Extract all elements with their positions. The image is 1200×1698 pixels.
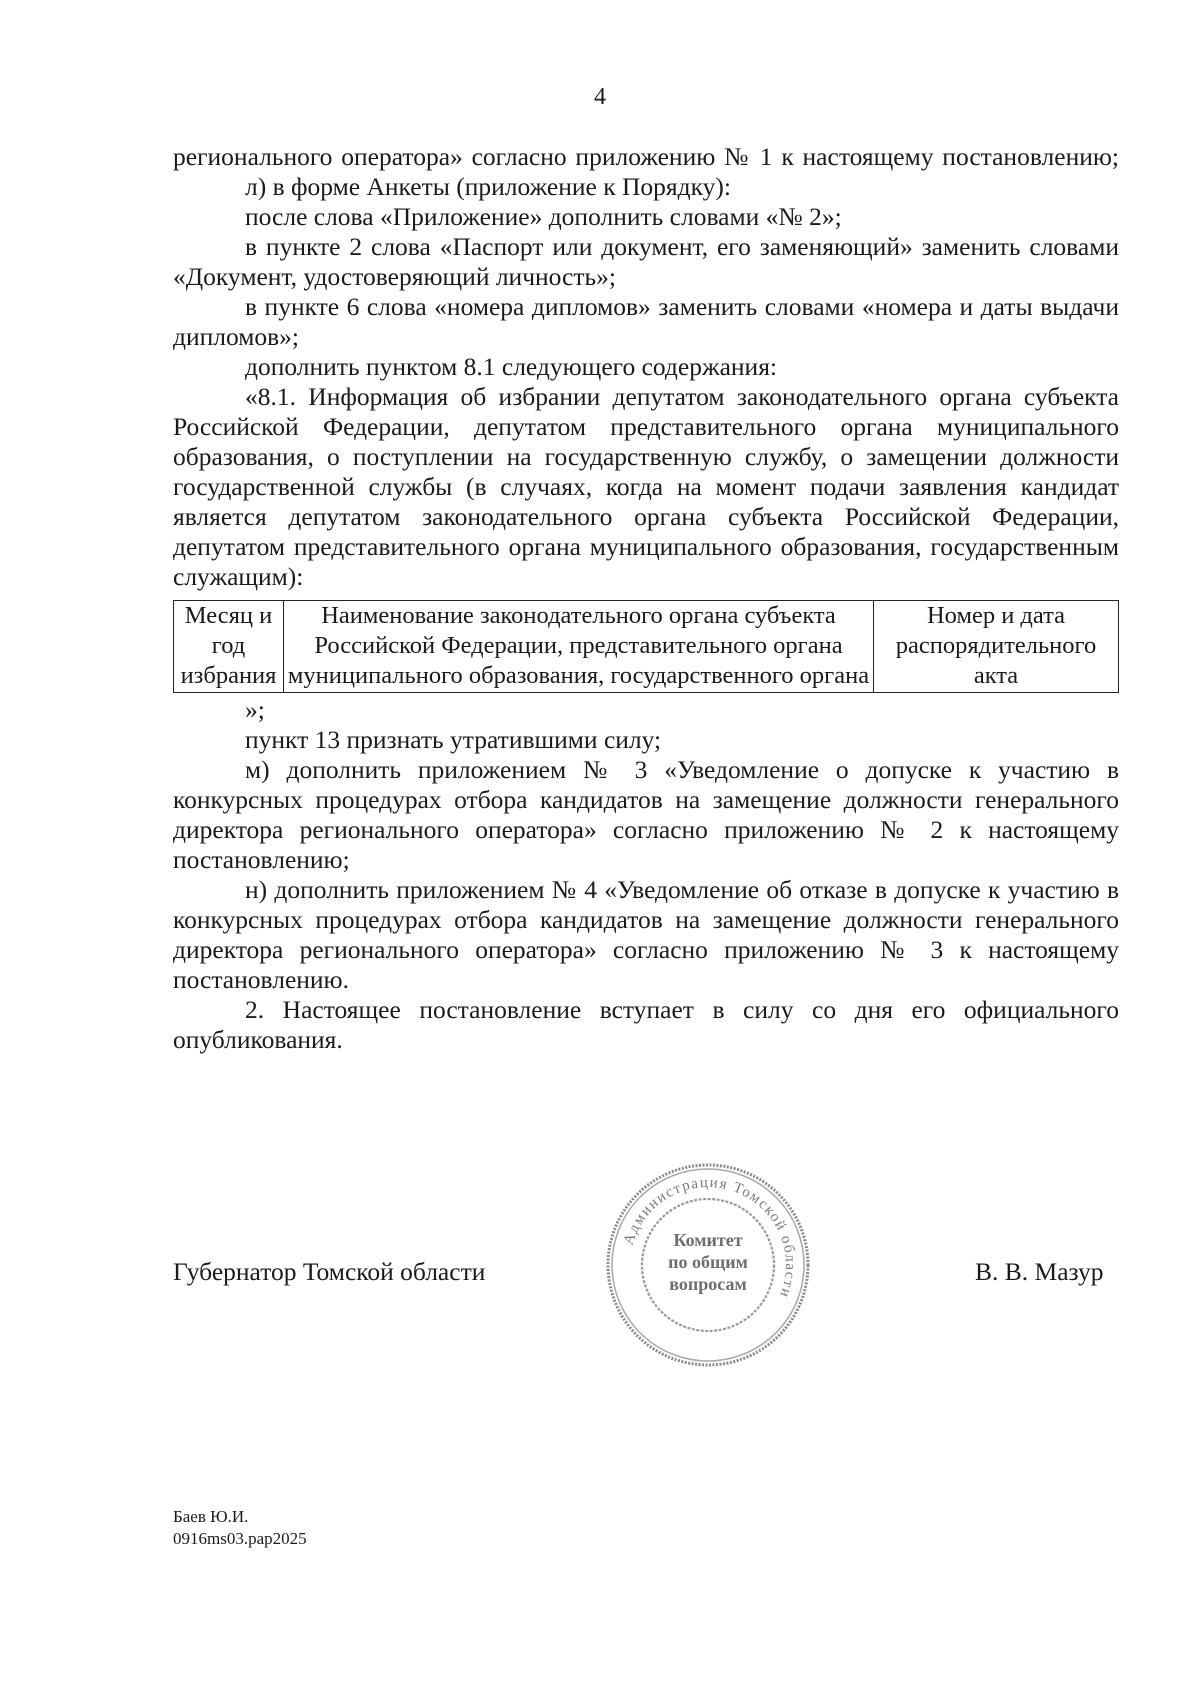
stamp-center-line-3: вопросам — [669, 1274, 747, 1294]
election-info-table-wrapper — [173, 600, 1119, 693]
paragraph-effective-date: 2. Настоящее постановление вступает в силу со дня его официального опубликования. — [173, 995, 1119, 1054]
paragraph-after-word: после слова «Приложение» дополнить словами «№ 2»; — [245, 202, 842, 231]
table-header-row — [174, 601, 1119, 693]
paragraph-text: регионального оператора» согласно приложению № 1 к настоящему постановлению; — [173, 142, 1119, 171]
document-body — [173, 142, 1119, 1055]
paragraph-point-13: пункт 13 признать утратившими силу; — [245, 725, 662, 754]
paragraph-add-8-1: дополнить пунктом 8.1 следующего содержания: — [245, 352, 778, 381]
paragraph-point-6: в пункте 6 слова «номера дипломов» заменить словами «номера и даты выдачи дипломов»; — [173, 292, 1119, 351]
paragraph-point-2: в пункте 2 слова «Паспорт или документ, его заменяющий» заменить словами «Документ, удостоверяющий личность»; — [173, 232, 1119, 291]
quote-close: »; — [245, 695, 265, 724]
executor-name: Баев Ю.И. — [173, 1507, 249, 1526]
paragraph-item-l: л) в форме Анкеты (приложение к Порядку): — [245, 172, 731, 201]
executor-block — [173, 1506, 307, 1550]
stamp-ring-text: Администрация Томской области — [620, 1174, 799, 1301]
paragraph-item-m: м) дополнить приложением № 3 «Уведомление о допуске к участию в конкурсных процедурах отбора кандидатов на замещение должности генерального директора регионального оператора» согласно приложению № 2 к настоящему постановлению; — [173, 755, 1119, 874]
paragraph-continuation — [173, 142, 1119, 172]
election-info-table — [173, 600, 1119, 693]
header-body-name: Наименование законодательного органа субъекта Российской Федерации, представительного органа муниципального образования, государственного органа — [284, 601, 874, 693]
header-act-number: Номер и дата распорядительного акта — [874, 601, 1119, 693]
paragraph-item-n: н) дополнить приложением № 4 «Уведомление об отказе в допуске к участию в конкурсных процедурах отбора кандидатов на замещение должности генерального директора регионального оператора» согласно приложению № 3 к настоящему постановлению. — [173, 875, 1119, 994]
page-number: 4 — [594, 84, 606, 110]
document-file-code: 0916ms03.pap2025 — [173, 1529, 307, 1548]
signatory-name: В. В. Мазур — [975, 1257, 1104, 1286]
official-stamp-seal — [603, 1160, 813, 1370]
header-month-year: Месяц и год избрания — [174, 601, 284, 693]
stamp-center-line-1: Комитет — [673, 1230, 743, 1250]
paragraph-8-1-text: «8.1. Информация об избрании депутатом законодательного органа субъекта Российской Федерации, депутатом представительного органа муниципального образования, о поступлении на государственную службу, о замещении должности государственной службы (в случаях, когда на момент подачи заявления кандидат является депутатом законодательного органа субъекта Российской Федерации, депутатом представительного органа муниципального образования, государственным служащим): — [173, 382, 1119, 591]
stamp-center-line-2: по общим — [668, 1252, 748, 1272]
signatory-title: Губернатор Томской области — [173, 1257, 486, 1286]
